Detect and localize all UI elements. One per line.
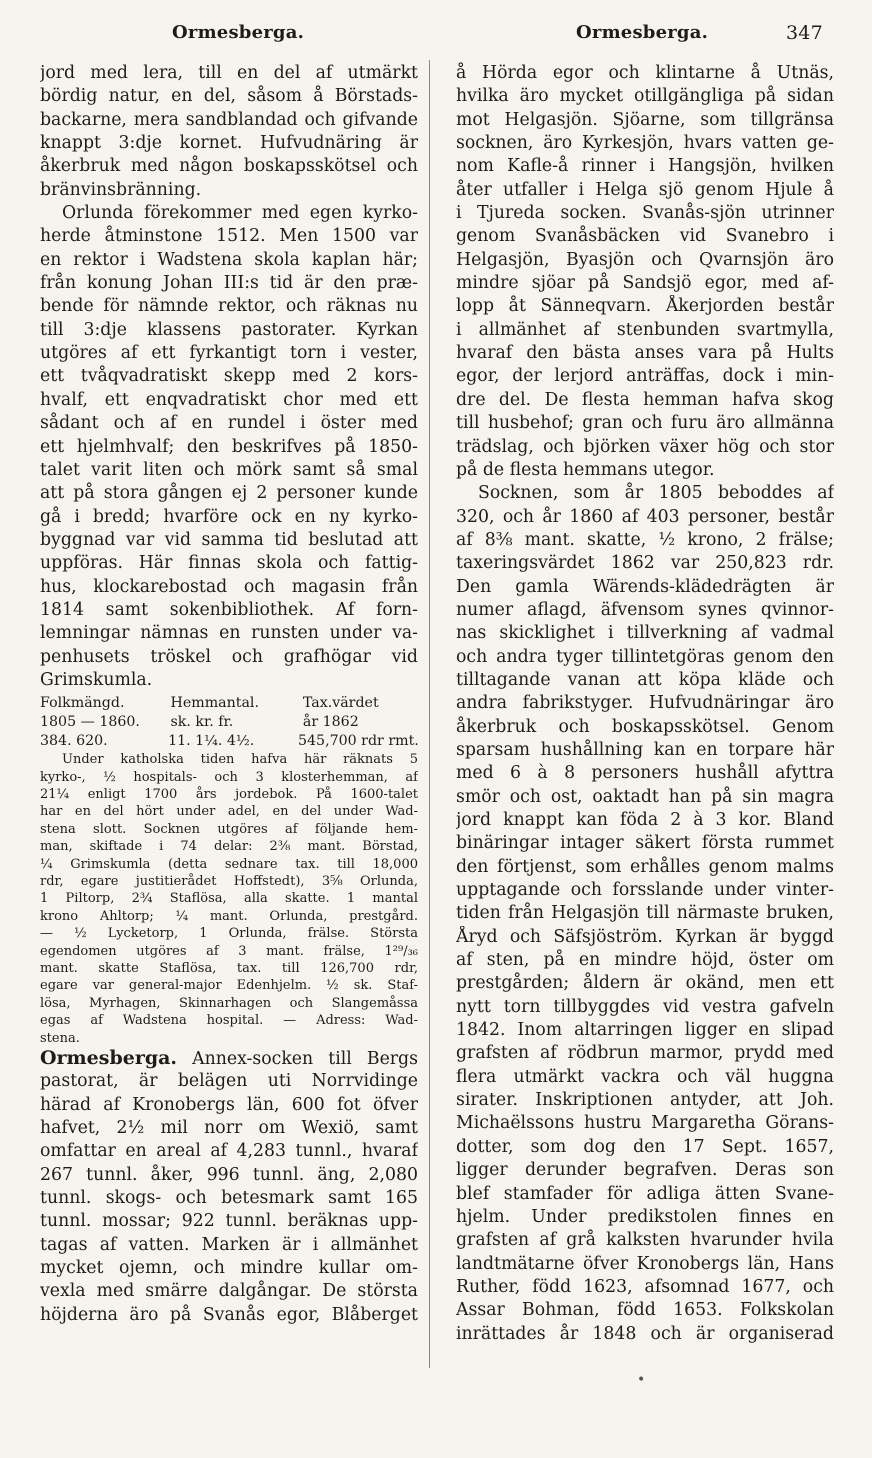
text-line: backarne, mera sandblandad och gifvande xyxy=(40,109,418,130)
text-line: sparsam hushållning kan en torpare här xyxy=(456,739,834,760)
text-line: Orlunda förekommer med egen kyrko- xyxy=(62,203,418,224)
text-line: å Hörda egor och klintarne å Utnäs, xyxy=(456,63,834,83)
text-line: dotter, som dog den 17 Sept. 1657, xyxy=(456,1136,834,1157)
text-line: sirater. Inskriptionen antyder, att Joh. xyxy=(456,1090,834,1111)
text-line: hjelm. Under predikstolen finnes en xyxy=(456,1206,834,1227)
text-line: Socknen, som år 1805 beboddes af xyxy=(478,483,834,504)
text-line: tiden från Helgasjön till närmaste bruken, xyxy=(456,903,834,924)
text-line: åter utfaller i Helga sjö genom Hjule å xyxy=(456,179,834,200)
table-cell: år 1862 xyxy=(302,714,359,731)
text-line: åkerbruk och boskapsskötsel. Genom xyxy=(456,716,834,737)
text-line: ligger derunder begrafven. Deras son xyxy=(456,1160,834,1181)
section-first-line xyxy=(40,1047,418,1070)
text-line: — ½ Lycketorp, 1 Orlunda, frälse. Största xyxy=(40,926,418,942)
text-line: Grimskumla. xyxy=(40,669,153,690)
text-line: egendomen utgöres af 3 mant. frälse, 1²⁹/₃₆ xyxy=(40,943,418,959)
text-line: mot Helgasjön. Sjöarne, som tillgränsa xyxy=(456,109,834,130)
table-cell: 1805 — 1860. xyxy=(40,714,140,731)
text-line: lemningar nämnas en runsten under va- xyxy=(40,623,418,644)
text-line: smör och ost, oaktadt han på sin magra xyxy=(456,786,834,807)
text-line: penhusets tröskel och grafhögar vid xyxy=(40,646,418,667)
text-line: knappt 3:dje kornet. Hufvudnäring är xyxy=(40,133,418,154)
text-line: hvaraf den bästa anses vara på Hults xyxy=(456,343,834,364)
text-line: hus, klockarebostad och magasin från xyxy=(40,576,418,597)
text-line: landtmätarne öfver Kronobergs län, Hans xyxy=(456,1253,834,1274)
text-line: 267 tunnl. åker, 996 tunnl. äng, 2,080 xyxy=(40,1164,418,1185)
text-line: mant. skatte Staflösa, tax. till 126,700 rdr, xyxy=(40,960,418,976)
text-line: nom Kafle-å rinner i Hangsjön, hvilken xyxy=(456,156,834,177)
table-cell: sk. kr. fr. xyxy=(170,714,234,731)
text-line: och andra tyger tillintetgöras genom den xyxy=(456,646,834,667)
printer-mark: • xyxy=(637,1372,646,1388)
text-line: sådant och af en rundel i öster med xyxy=(40,413,418,434)
text-line: Ruther, född 1623, afsomnad 1677, och xyxy=(456,1276,834,1297)
text-line: bördig natur, en del, såsom å Börstads- xyxy=(40,86,418,107)
text-line: byggnad var vid samma tid beslutad att xyxy=(40,529,418,550)
text-line: Michaëlssons hustru Margaretha Görans- xyxy=(456,1113,834,1134)
text-line: Åryd och Säfsjöström. Kyrkan är byggd xyxy=(456,926,834,947)
text-line: uppföras. Här finnas skola och fattig- xyxy=(40,553,418,574)
text-line: mycket ojemn, och mindre kullar om- xyxy=(40,1258,418,1279)
text-line: hvilka äro mycket otillgängliga på sidan xyxy=(456,86,834,107)
text-line: man, skiftade i 74 delar: 2⅜ mant. Börstad, xyxy=(40,839,418,855)
text-line: Assar Bohman, född 1653. Folkskolan xyxy=(456,1300,834,1321)
text-line: pastorat, är belägen uti Norrvidinge xyxy=(40,1071,418,1092)
text-line: jord med lera, till en del af utmärkt xyxy=(40,63,418,83)
text-line: krono Ahltorp; ¼ mant. Orlunda, prestgård. xyxy=(40,908,418,924)
running-head-left: Ormesberga. xyxy=(172,22,305,43)
text-line: lopp åt Sänneqvarn. Åkerjorden består xyxy=(456,296,834,317)
text-line: åkerbruk med någon boskapsskötsel och xyxy=(40,156,418,177)
text-line: i allmänhet af stenbunden svartmylla, xyxy=(456,319,834,340)
text-line: nytt torn tillbyggdes vid vestra gafveln xyxy=(456,996,834,1017)
table-cell: Tax.värdet xyxy=(302,695,379,712)
text-line: tunnl. mossar; 922 tunnl. beräknas upp- xyxy=(40,1211,418,1232)
text-line: Den gamla Wärends-klädedrägten är xyxy=(456,576,834,597)
table-cell: Hemmantal. xyxy=(170,695,259,712)
left-column xyxy=(40,62,418,1327)
text-line: 1842. Inom altarringen ligger en slipad xyxy=(456,1020,834,1041)
text-line: binäringar intager säkert första rummet xyxy=(456,833,834,854)
text-line: numer aflagd, äfvensom synes qvinnor- xyxy=(456,599,834,620)
text-line: gå i bredd; hvarföre ock en ny kyrko- xyxy=(40,506,418,527)
text-line: herde åtminstone 1512. Men 1500 var xyxy=(40,226,418,247)
section-lead: Annex-socken till Bergs xyxy=(192,1048,418,1069)
text-line: till 3:dje klassens pastorater. Kyrkan xyxy=(40,319,418,340)
text-line: tagas af vatten. Marken är i allmänhet xyxy=(40,1234,418,1255)
section-body-text xyxy=(40,1070,418,1327)
table-cell: Folkmängd. xyxy=(40,695,125,712)
text-line: Helgasjön, Byasjön och Qvarnsjön äro xyxy=(456,249,834,270)
table-cell: 11. 1¼. 4½. xyxy=(168,733,255,750)
stats-table-header xyxy=(40,694,418,713)
text-line: 320, och år 1860 af 403 personer, består xyxy=(456,506,834,527)
text-line: trädslag, och björken växer hög och stor xyxy=(456,436,834,457)
text-line: nas skicklighet i tillverkning af vadmal xyxy=(456,623,834,644)
text-line: prestgården; åldern är okänd, men ett xyxy=(456,973,834,994)
right-body-text xyxy=(456,62,834,1346)
text-line: höjderna äro på Svanås egor, Blåberget xyxy=(40,1304,418,1325)
table-cell: 545,700 rdr rmt. xyxy=(298,733,419,750)
text-line: Under katholska tiden hafva här räknats 5 xyxy=(62,752,418,768)
text-line: tilltagande vanan att köpa kläde och xyxy=(456,669,834,690)
text-line: dre del. De flesta hemman hafva skog xyxy=(456,389,834,410)
text-line: den förtjenst, som erhålles genom malms xyxy=(456,856,834,877)
text-line: hafvet, 2½ mil norr om Wexiö, samt xyxy=(40,1117,418,1138)
text-line: tunnl. skogs- och betesmark samt 165 xyxy=(40,1187,418,1208)
text-line: andra fabrikstyger. Hufvudnäringar äro xyxy=(456,693,834,714)
text-line: taxeringsvärdet 1862 var 250,823 rdr. xyxy=(456,553,834,574)
text-line: inrättades år 1848 och är organiserad xyxy=(456,1323,834,1344)
text-line: ett tvåqvadratiskt skepp med 2 kors- xyxy=(40,366,418,387)
table-cell: 384. 620. xyxy=(40,733,108,750)
text-line: 1814 samt sokenbibliothek. Af forn- xyxy=(40,599,418,620)
text-line: jord knappt kan föda 2 à 3 kor. Bland xyxy=(456,810,834,830)
text-line: en rektor i Wadstena skola kaplan här; xyxy=(40,249,418,270)
text-line: stena. xyxy=(40,1030,80,1046)
page-number: 347 xyxy=(786,22,823,44)
text-line: att på stora gången ej 2 personer kunde xyxy=(40,483,418,504)
small-print-notes xyxy=(40,751,418,1047)
running-head-right: Ormesberga. xyxy=(576,22,709,43)
text-line: egor, der lerjord anträffas, dock i min- xyxy=(456,366,834,387)
text-line: 1 Piltorp, 2¾ Staflösa, alla skatte. 1 mantal xyxy=(40,891,418,907)
text-line: egas af Wadstena hospital. — Adress: Wad- xyxy=(40,1013,418,1029)
text-line: omfattar en areal af 4,283 tunnl., hvaraf xyxy=(40,1141,418,1162)
left-body-text xyxy=(40,62,418,692)
text-line: af sten, på en mindre höjd, öster om xyxy=(456,950,834,971)
text-line: hvalf, ett enqvadratiskt chor med ett xyxy=(40,389,418,410)
text-line: socknen, äro Kyrkesjön, hvars vatten ge- xyxy=(456,133,834,154)
text-line: utgöres af ett fyrkantigt torn i vester, xyxy=(40,343,418,364)
text-line: i Tjureda socken. Svanås-sjön utrinner xyxy=(456,203,834,224)
text-line: 21¼ enligt 1700 års jordebok. På 1600-talet xyxy=(40,787,418,803)
text-line: från konung Johan III:s tid är den præ- xyxy=(40,273,418,294)
text-line: bränvinsbränning. xyxy=(40,179,202,200)
text-line: grafsten af rödbrun marmor, prydd med xyxy=(456,1043,834,1064)
text-line: flera utmärkt vackra och väl huggna xyxy=(456,1066,834,1087)
text-line: lösa, Myrhagen, Skinnarhagen och Slangemåssa xyxy=(40,995,418,1011)
stats-table-row xyxy=(40,732,418,751)
text-line: genom Svanåsbäcken vid Svanebro i xyxy=(456,226,834,247)
text-line: blef stamfader för adliga ätten Svane- xyxy=(456,1183,834,1204)
text-line: till husbehof; gran och furu äro allmänna xyxy=(456,413,834,434)
text-line: har en del hört under adel, en del under Wad- xyxy=(40,804,418,820)
text-line: med 6 à 8 personers hushåll afyttra xyxy=(456,763,834,784)
text-line: talet varit liten och mörk samt så smal xyxy=(40,459,418,480)
text-line: egare var general-major Edenhjelm. ½ sk. Staf- xyxy=(40,978,418,994)
text-line: stena slott. Socknen utgöres af följande hem- xyxy=(40,821,418,837)
section-title: Ormesberga. xyxy=(40,1046,178,1069)
text-line: kyrko-, ½ hospitals- och 3 klosterhemman, af xyxy=(40,769,418,785)
text-line: af 8⅜ mant. skatte, ½ krono, 2 frälse; xyxy=(456,529,834,550)
text-line: mindre sjöar på Sandsjö egor, med af- xyxy=(456,273,834,294)
column-rule xyxy=(429,60,430,1368)
text-line: upptagande och forsslande under vinter- xyxy=(456,880,834,901)
stats-table xyxy=(40,694,418,751)
text-line: vexla med smärre dalgångar. De största xyxy=(40,1281,418,1302)
text-line: rdr, egare justitierådet Hoffstedt), 3⅝ Orlunda, xyxy=(40,874,418,890)
right-column xyxy=(456,62,834,1346)
text-line: ett hjelmhvalf; den beskrifves på 1850- xyxy=(40,436,418,457)
stats-table-row xyxy=(40,713,418,732)
text-line: grafsten af grå kalksten hvarunder hvila xyxy=(456,1230,834,1251)
text-line: bende för nämnde rektor, och räknas nu xyxy=(40,296,418,317)
text-line: på de flesta hemmans utegor. xyxy=(456,459,715,480)
text-line: härad af Kronobergs län, 600 fot öfver xyxy=(40,1094,418,1115)
text-line: ¼ Grimskumla (detta sednare tax. till 18,000 xyxy=(40,856,418,872)
